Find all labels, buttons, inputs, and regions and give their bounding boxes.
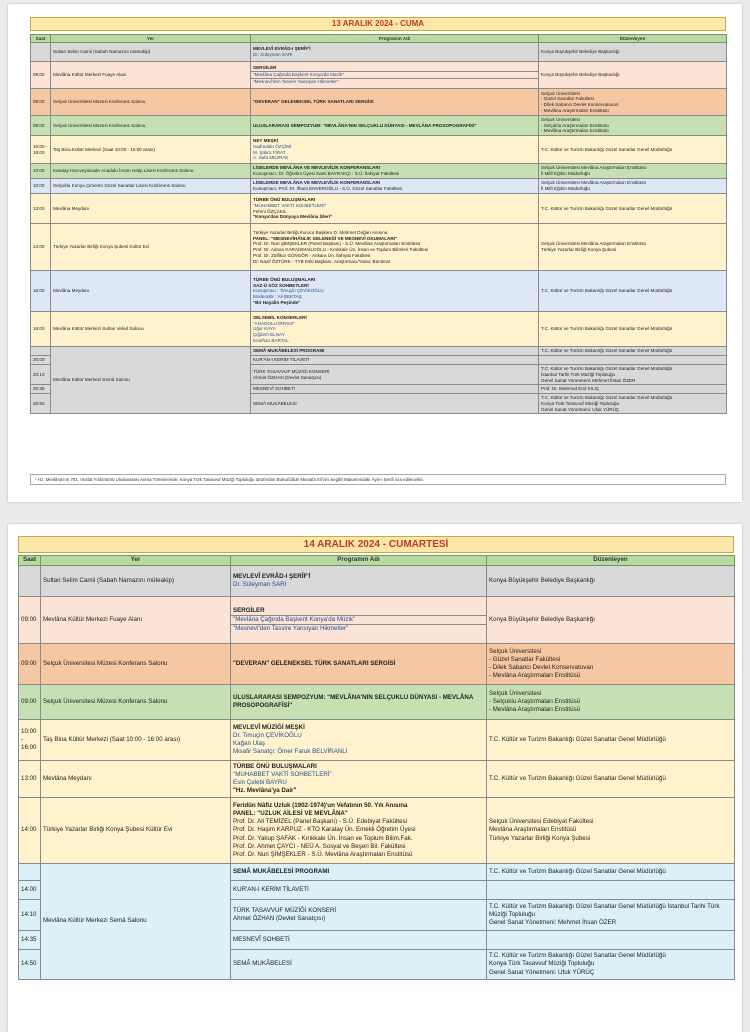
- program-line: M. Şükrü FIRAT: [253, 149, 286, 155]
- organizer-line: Selçuk Üniversitesi Edebiyat Fakültesi: [489, 818, 594, 826]
- program-line: Feridün Nâfiz Uzluk (1902-1974)'un Vefatının 50. Yılı Anısına: [233, 802, 408, 810]
- program-line: Konuşmacı: Dr. Öğretim Üyesi Sami BAYRAKÇI - S.Ü. İlahiyat Fakültesi: [253, 171, 400, 177]
- program-line: NEY MEŞKİ: [253, 138, 279, 144]
- organizer-line: T.C. Kültür ve Turizm Bakanlığı Güzel Sanatlar Genel Müdürlüğü: [541, 348, 673, 354]
- organizer-cell: [487, 685, 735, 720]
- table-row: [31, 164, 727, 179]
- organizer-line: İstanbul Tarihi Türk Müziği Topluluğu: [541, 371, 616, 377]
- schedule-body: [31, 43, 727, 414]
- program-line: "Bir Hayalin Peşinde": [253, 299, 301, 305]
- program-line: Dr. Nazif ÖZTÜRK - TYB Eski Başkanı, Araştırmacı/Yazar, Bürokrat: [253, 258, 390, 264]
- place-cell: Türkiye Yazarlar Birliği Konya Şubesi Kültür Evi: [41, 798, 231, 864]
- organizer-cell: [539, 271, 727, 312]
- table-row: [31, 43, 727, 62]
- organizer-cell: [539, 89, 727, 116]
- table-row: [19, 720, 735, 761]
- organizer-cell: [539, 347, 727, 356]
- program-cell: [251, 385, 539, 394]
- organizer-line: - Mevlâna Araştırmaları Enstitüsü: [489, 672, 581, 680]
- place-cell: Mevlâna Kültür Merkezi Fuaye Alanı: [51, 62, 251, 89]
- program-cell: [251, 164, 539, 179]
- organizer-line: - Dilek Sabancı Devlet Konservatuvarı: [541, 102, 619, 107]
- organizer-cell: [487, 720, 735, 761]
- program-line: "DEVERAN" GELENEKSEL TÜRK SANATLARI SERGİSİ: [233, 659, 396, 667]
- program-line: Sadreddin ÖZÇİMİ: [253, 143, 292, 149]
- organizer-cell: [487, 798, 735, 864]
- time-cell: 10:00 - 16:00: [31, 136, 51, 164]
- organizer-line: Mevlâna Araştırmaları Enstitüsü: [489, 826, 577, 834]
- organizer-line: - Mevlâna Araştırmaları Enstitüsü: [541, 107, 609, 113]
- program-cell: [251, 136, 539, 164]
- time-cell: 09:00: [31, 62, 51, 89]
- program-cell: [231, 881, 487, 900]
- program-line: TÜRBE ÖNÜ BULUŞMALARI: [253, 276, 316, 282]
- organizer-line: T.C. Kültür ve Turizm Bakanlığı Güzel Sanatlar Genel Müdürlüğü: [489, 774, 666, 782]
- organizer-cell: [539, 43, 727, 62]
- organizer-line: - Dilek Sabancı Devlet Konservatuvarı: [489, 664, 594, 671]
- program-line: Prof. Dr. Yakup ŞAFAK - Kırıkkale Ün. İnsan ve Toplum Bilim.Fak.: [233, 834, 413, 842]
- time-cell: 14:00: [31, 224, 51, 271]
- program-cell: [251, 116, 539, 136]
- organizer-line: T.C. Kültür ve Turizm Bakanlığı Güzel Sanatlar Genel Müdürlüğü: [541, 146, 673, 152]
- program-cell: [231, 931, 487, 950]
- time-cell: 09:00: [31, 89, 51, 116]
- schedule-body: [19, 566, 735, 980]
- table-row: [19, 761, 735, 798]
- table-row: [19, 798, 735, 864]
- program-cell: [231, 761, 487, 798]
- table-row: [19, 685, 735, 720]
- program-line: "Mesnevî'den Tasvire Yansıyan Hikmetler": [233, 625, 349, 633]
- program-line: MEVLEVÎ MÜZİĞİ MEŞKİ: [233, 723, 305, 731]
- program-cell: [251, 312, 539, 347]
- organizer-line: - Mevlâna Araştırmaları Enstitüsü: [541, 128, 609, 134]
- organizer-line: T.C. Kültür ve Turizm Bakanlığı Güzel Sanatlar Genel Müdürlüğü: [541, 205, 673, 211]
- program-line: MEVLEVÎ EVRÂD-I ŞERÎF'İ: [233, 572, 311, 580]
- organizer-cell: [539, 394, 727, 414]
- table-row: [31, 62, 727, 89]
- table-header-row: [31, 35, 727, 43]
- organizer-line: Türkiye Yazarlar Birliği Konya Şubesi: [489, 834, 591, 842]
- organizer-cell: [539, 312, 727, 347]
- organizer-line: - Güzel Sanatlar Fakültesi: [541, 96, 594, 102]
- time-cell: 16:00: [31, 312, 51, 347]
- program-line: Prof. Dr. Nuri ŞİMŞEKLER - S.Ü. Mevlâna Araştırmaları Enstitüsü: [233, 850, 413, 858]
- table-row: [31, 116, 727, 136]
- organizer-cell: [487, 761, 735, 798]
- program-cell: [251, 271, 539, 312]
- col-header-place: Yer: [41, 556, 231, 566]
- col-header-time: Saat: [19, 556, 41, 566]
- col-header-organizer: Düzenleyen: [487, 556, 735, 566]
- place-cell: Selçuk Üniversitesi Müzesi Konferans Salonu: [51, 89, 251, 116]
- organizer-line: Selçuk Üniversitesi: [541, 90, 580, 96]
- program-line: Prof. Dr. Zülfikar GÜNGÖR - Ankara Ün. İlahiyat Fakültesi: [253, 252, 371, 258]
- program-cell: [231, 685, 487, 720]
- organizer-line: Türkiye Yazarlar Birliği Konya Şubesi: [541, 247, 617, 253]
- organizer-line: Konya Büyükşehir Belediye Başkanlığı: [489, 615, 595, 623]
- organizer-line: Konya Büyükşehir Belediye Başkanlığı: [541, 49, 620, 55]
- program-cell: [231, 566, 487, 597]
- time-cell: 10:00: [31, 179, 51, 194]
- organizer-line: T.C. Kültür ve Turizm Bakanlığı Güzel Sanatlar Genel Müdürlüğü: [489, 735, 666, 743]
- program-cell: [231, 720, 487, 761]
- program-line: Prof. Dr. Adnan KARAİSMAİLOĞLU - Kırıkkale Ün. İnsan ve Toplum Bilimleri Fakültesi: [253, 247, 429, 253]
- place-cell: Mevlâna Kültür Merkezi Sultan Veled Salonu: [51, 312, 251, 347]
- program-cell: [251, 179, 539, 194]
- program-line: Ahmet ÖZHAN (Devlet Sanatçısı): [233, 915, 326, 922]
- organizer-line: Genel Sanat Yönetmeni: Mehmet İhsan ÖZER: [541, 377, 636, 383]
- program-line: SEMÂ MUKÂBELESİ: [233, 960, 292, 968]
- time-cell: 20:50: [31, 394, 51, 414]
- sema-row: [31, 347, 727, 356]
- organizer-cell: [487, 950, 735, 980]
- time-cell: 14:00: [19, 881, 41, 900]
- organizer-cell: [539, 356, 727, 365]
- organizer-line: Prof. Dr. Mahmud Erol KILIÇ: [541, 386, 600, 392]
- program-line: "ANADOLU İRFANI": [253, 320, 295, 326]
- program-line: "Mesnevî'den Tasvire Yansıyan Hikmetler": [253, 78, 339, 84]
- organizer-cell: [487, 881, 735, 900]
- program-cell: [251, 62, 539, 89]
- organizer-line: T.C. Kültür ve Turizm Bakanlığı Güzel Sanatlar Genel Müdürlüğü: [541, 288, 673, 294]
- place-cell: Mevlâna Kültür Merkezi Fuaye Alanı: [41, 597, 231, 644]
- organizer-line: T.C. Kültür ve Turizm Bakanlığı Güzel Sanatlar Genel Müdürlüğü: [489, 867, 666, 875]
- program-cell: [251, 89, 539, 116]
- place-cell: Selçuk Üniversitesi Müzesi Konferans Salonu: [41, 685, 231, 720]
- program-line: Esin Çelebi BAYRU: [233, 779, 287, 786]
- program-line: Dr. Süleyman SARI: [233, 581, 287, 588]
- program-line: "Mevlâna Çağında Başkent Konya'da Müzik": [233, 615, 356, 623]
- organizer-cell: [539, 385, 727, 394]
- table-row: [31, 194, 727, 224]
- program-line: TÜRK TASAVVUF MÜZİĞİ KONSERİ: [233, 906, 337, 914]
- program-line: TÜRK TASAVVUF MÜZİĞİ KONSERİ: [253, 369, 330, 375]
- organizer-line: Selçuk Üniversitesi Mevlâna Araştırmaları Enstitüsü: [541, 180, 646, 186]
- program-line: LİSELERDE MEVLÂNA VE MEVLEVÎLİK KONFERANSLARI: [253, 165, 380, 171]
- program-line: "MUHABBET VAKTİ SOHBETLERİ": [253, 202, 327, 208]
- col-header-organizer: Düzenleyen: [539, 35, 727, 43]
- sema-row: [19, 864, 735, 881]
- table-row: [31, 224, 727, 271]
- table-row: [31, 312, 727, 347]
- program-line: PANEL: "MESNEVÎHÂNLIK GELENEĞİ VE MESNEVÎ OKUMALARI": [253, 235, 398, 241]
- program-line: Fehmi ÖZÇAKIL: [253, 208, 287, 214]
- organizer-cell: [539, 224, 727, 271]
- organizer-cell: [487, 644, 735, 685]
- organizer-cell: [487, 864, 735, 881]
- program-line: Prof. Dr. Nuri ŞİMŞEKLER (Panel Başkanı) - S.Ü. Mevlâna Araştırmaları Enstitüsü: [253, 241, 421, 247]
- place-cell: Selçuklu Konya Çimento Güzel Sanatlar Lisesi Konferans Salonu: [51, 179, 251, 194]
- program-cell: [251, 347, 539, 356]
- program-line: MESNEVÎ SOHBETİ: [253, 386, 296, 392]
- organizer-cell: [539, 179, 727, 194]
- organizer-line: Konya Türk Tasavvuf Müziği Topluluğu: [541, 400, 620, 406]
- time-cell: 09:00: [19, 644, 41, 685]
- organizer-line: Konya Büyükşehir Belediye Başkanlığı: [489, 576, 595, 584]
- program-line: SERGİLER: [233, 606, 265, 614]
- time-cell: [31, 347, 51, 356]
- organizer-line: Genel Sanat Yönetmeni: Mehmet İhsan ÖZER: [489, 919, 617, 927]
- program-line: Moderatör : Ali BEKTAŞ: [253, 294, 302, 300]
- organizer-line: - Mevlâna Araştırmaları Enstitüsü: [489, 706, 581, 714]
- program-line: Emirhan BARTAL: [253, 337, 289, 343]
- program-line: Dr. Timuçin ÇEVİKOĞLU: [233, 731, 302, 739]
- col-header-place: Yer: [51, 35, 251, 43]
- time-cell: 20:00: [31, 356, 51, 365]
- organizer-line: - Selçuklu Araştırmaları Enstitüsü: [489, 697, 581, 705]
- day-title: 13 ARALIK 2024 - CUMA: [30, 17, 726, 31]
- program-cell: [251, 356, 539, 365]
- organizer-line: Selçuk Üniversitesi Mevlâna Araştırmaları Enstitüsü: [541, 241, 646, 247]
- organizer-line: Selçuk Üniversitesi Mevlâna Araştırmaları Enstitüsü: [541, 165, 646, 171]
- organizer-line: Konya Türk Tasavvuf Müziği Topluluğu: [489, 960, 595, 968]
- organizer-cell: [539, 136, 727, 164]
- time-cell: 09:00: [19, 597, 41, 644]
- program-line: "Konya'dan Dünyaya Mevlâna İzleri": [253, 214, 333, 220]
- organizer-line: T.C. Kültür ve Turizm Bakanlığı Güzel Sanatlar Genel Müdürlüğü: [541, 326, 673, 332]
- program-line: SEMÂ MUKÂBELESİ PROGRAMI: [253, 348, 325, 354]
- place-cell: Türkiye Yazarlar Birliği Konya Şubesi Kültür Evi: [51, 224, 251, 271]
- place-cell: Mevlâna Kültür Merkezi Semâ Salonu: [41, 864, 231, 980]
- organizer-line: İl Millî Eğitim Müdürlüğü: [541, 171, 590, 177]
- program-line: Uğur KAYA: [253, 326, 276, 332]
- organizer-line: - Güzel Sanatlar Fakültesi: [489, 655, 561, 663]
- program-line: Prof. Dr. Haşim KARPUZ - KTO Karatay Ün. Emekli Öğretim Üyesi: [233, 826, 416, 834]
- organizer-line: T.C. Kültür ve Turizm Bakanlığı Güzel Sanatlar Genel Müdürlüğü: [489, 952, 666, 960]
- organizer-line: Selçuk Üniversitesi: [541, 117, 580, 122]
- organizer-cell: [539, 164, 727, 179]
- table-row: [31, 271, 727, 312]
- time-cell: 16:00: [31, 271, 51, 312]
- program-line: Prof. Dr. Ahmet ÇAYCI - NEÜ A. Sosyal ve Beşeri Bil. Fakültesi: [233, 842, 406, 850]
- organizer-line: İl Millî Eğitim Müdürlüğü: [541, 186, 590, 192]
- program-line: LİSELERDE MEVLÂNA VE MEVLEVÎLİK KONFERANSLARI: [253, 180, 380, 186]
- program-line: SEMÂ MUKÂBELESİ PROGRAMI: [233, 867, 330, 875]
- program-cell: [251, 394, 539, 414]
- program-cell: [231, 950, 487, 980]
- footnote: * Hz. Mevlâna'nın 751. Vuslat Yıldönümü Uluslararası Anma Törenlerinde, Konya Türk Tasavvuf Müziği Topluluğu tarafından Buhurîzâde Mustafa Itrî'nin Segâh Makamındaki Âyin-i Şerifi icra edilecektir.: [30, 474, 726, 485]
- program-line: "Hz. Mevlâna'ya Dair": [233, 787, 297, 795]
- organizer-line: Konya Büyükşehir Belediye Başkanlığı: [541, 72, 620, 78]
- program-cell: [251, 224, 539, 271]
- program-line: Prof. Dr. Ali TEMİZEL (Panel Başkanı) - S.Ü. Edebiyat Fakültesi: [233, 818, 408, 826]
- place-cell: Selçuk Üniversitesi Müzesi Konferans Salonu: [41, 644, 231, 685]
- place-cell: Sultan Selim Camii (Sabah Namazını müteakip): [51, 43, 251, 62]
- program-line: Misafir Sanatçı: Ömer Faruk BELVİRANLI: [233, 748, 348, 756]
- place-cell: Taş Bina Kültür Merkezi (Saat 10:00 - 16:00 arası): [41, 720, 231, 761]
- day-title: 14 ARALIK 2024 - CUMARTESİ: [18, 536, 734, 553]
- organizer-line: T.C. Kültür ve Turizm Bakanlığı Güzel Sanatlar Genel Müdürlüğü: [541, 395, 673, 401]
- place-cell: Sultan Selim Camii (Sabah Namazını müteakip): [41, 566, 231, 597]
- program-line: SERGİLER: [253, 65, 277, 71]
- program-line: MESNEVÎ SOHBETİ: [233, 935, 290, 943]
- time-cell: 10:00 - 16:00: [19, 720, 41, 761]
- schedule-table: [18, 555, 735, 980]
- program-line: MEVLEVÎ EVRÂD-I ŞERÎF'İ: [253, 46, 311, 52]
- organizer-cell: [539, 62, 727, 89]
- col-header-program: Programın Adı: [251, 35, 539, 43]
- table-header-row: [19, 556, 735, 566]
- program-line: Konuşmacı : Timuçin ÇEVİKOĞLU: [253, 288, 324, 294]
- organizer-line: - Selçuklu Araştırmaları Enstitüsü: [541, 122, 609, 128]
- program-cell: [231, 644, 487, 685]
- table-row: [19, 597, 735, 644]
- program-line: PANEL: "UZLUK AİLESİ VE MEVLÂNA": [233, 810, 348, 818]
- place-cell: Mevlâna Meydanı: [51, 271, 251, 312]
- program-line: KUR'AN-I KERİM TİLAVETİ: [233, 885, 309, 893]
- time-cell: 13:00: [19, 761, 41, 798]
- program-cell: [231, 597, 487, 644]
- program-line: KUR'AN-I KERİM TİLAVETİ: [253, 357, 310, 363]
- table-row: [31, 136, 727, 164]
- organizer-line: T.C. Kültür ve Turizm Bakanlığı Güzel Sanatlar Genel Müdürlüğü İstanbul Tarihi Türk Müziği Topluluğu: [489, 902, 720, 918]
- organizer-cell: [487, 931, 735, 950]
- program-cell: [231, 900, 487, 931]
- time-cell: [19, 864, 41, 881]
- program-line: Kağan Ulaş: [233, 740, 265, 747]
- place-cell: Selçuk Üniversitesi Müzesi Konferans Salonu: [51, 116, 251, 136]
- organizer-line: T.C. Kültür ve Turizm Bakanlığı Güzel Sanatlar Genel Müdürlüğü: [541, 366, 673, 372]
- program-line: A. Safa MEZRAK: [253, 155, 289, 161]
- program-line: SAZ-Ü SÖZ SOHBETLERİ: [253, 282, 309, 288]
- organizer-line: Selçuk Üniversitesi: [489, 689, 542, 697]
- program-line: Türkiye Yazarlar Birliği Kurucu Başkanı D. Mehmet Doğan Anısına: [253, 230, 388, 235]
- program-line: TÜRBE ÖNÜ BULUŞMALARI: [253, 197, 316, 203]
- program-line: Çiğdem ELNAY: [253, 332, 285, 338]
- organizer-cell: [539, 116, 727, 136]
- schedule-page-day1: [8, 4, 742, 502]
- program-line: "Mevlâna Çağında Başkent Konya'da Müzik": [253, 72, 344, 78]
- time-cell: 14:00: [19, 798, 41, 864]
- program-line: TÜRBE ÖNÜ BULUŞMALARI: [233, 762, 317, 770]
- program-cell: [251, 43, 539, 62]
- time-cell: [19, 566, 41, 597]
- program-line: ULUSLARARASI SEMPOZYUM: "MEVLÂNA'NIN SELÇUKLU DÜNYASI - MEVLÂNA PROSOPOGRAFİSİ": [233, 693, 474, 709]
- program-cell: [231, 864, 487, 881]
- table-row: [19, 566, 735, 597]
- time-cell: 14:35: [19, 931, 41, 950]
- time-cell: 14:50: [19, 950, 41, 980]
- organizer-cell: [539, 194, 727, 224]
- time-cell: 20:35: [31, 385, 51, 394]
- table-row: [31, 179, 727, 194]
- time-cell: 09:00: [19, 685, 41, 720]
- schedule-page-day2: [8, 524, 742, 1032]
- program-cell: [251, 194, 539, 224]
- organizer-line: Selçuk Üniversitesi: [489, 647, 542, 655]
- program-cell: [251, 365, 539, 385]
- table-row: [31, 89, 727, 116]
- program-cell: [231, 798, 487, 864]
- col-header-program: Programın Adı: [231, 556, 487, 566]
- organizer-cell: [539, 365, 727, 385]
- place-cell: Mevlâna Meydanı: [41, 761, 231, 798]
- organizer-cell: [487, 597, 735, 644]
- time-cell: 13:00: [31, 194, 51, 224]
- col-header-time: Saat: [31, 35, 51, 43]
- organizer-line: Genel Sanat Yönetmeni: Ufuk YÜRÜÇ: [489, 968, 595, 976]
- program-line: SEMÂ MUKÂBELESİ: [253, 400, 297, 406]
- schedule-table: [30, 34, 727, 414]
- program-line: Ahmet ÖZHAN (Devlet Sanatçısı): [253, 374, 322, 380]
- time-cell: [31, 43, 51, 62]
- place-cell: Mevlâna Kültür Merkezi Semâ Salonu: [51, 347, 251, 414]
- program-line: "MUHABBET VAKTİ SOHBETLERİ": [233, 770, 332, 778]
- program-line: Dr. Süleyman SARI: [253, 52, 293, 57]
- table-row: [19, 644, 735, 685]
- time-cell: 14:10: [19, 900, 41, 931]
- place-cell: Karatay Hacıveyiszade Anadolu İmam Hatip Lisesi Konferans Salonu: [51, 164, 251, 179]
- program-line: SELSEBİL KONSERLERİ: [253, 314, 307, 320]
- program-line: Konuşmacı: Prof. Dr. İlham ENVEROĞLU - S.Ü. Güzel Sanatlar Fakültesi: [253, 186, 403, 192]
- time-cell: 10:00: [31, 164, 51, 179]
- place-cell: Mevlâna Meydanı: [51, 194, 251, 224]
- time-cell: 20:10: [31, 365, 51, 385]
- organizer-cell: [487, 900, 735, 931]
- organizer-cell: [487, 566, 735, 597]
- organizer-line: Genel Sanat Yönetmeni: Ufuk YÜRÜÇ: [541, 406, 620, 412]
- place-cell: Taş Bina Kültür Merkezi (Saat 10:00 - 16:00 arası): [51, 136, 251, 164]
- time-cell: 09:00: [31, 116, 51, 136]
- program-line: ULUSLARARASI SEMPOZYUM: "MEVLÂNA'NIN SELÇUKLU DÜNYASI - MEVLÂNA PROSOPOGRAFİSİ": [253, 122, 477, 128]
- program-line: "DEVERAN" GELENEKSEL TÜRK SANATLARI SERGİSİ: [253, 99, 374, 105]
